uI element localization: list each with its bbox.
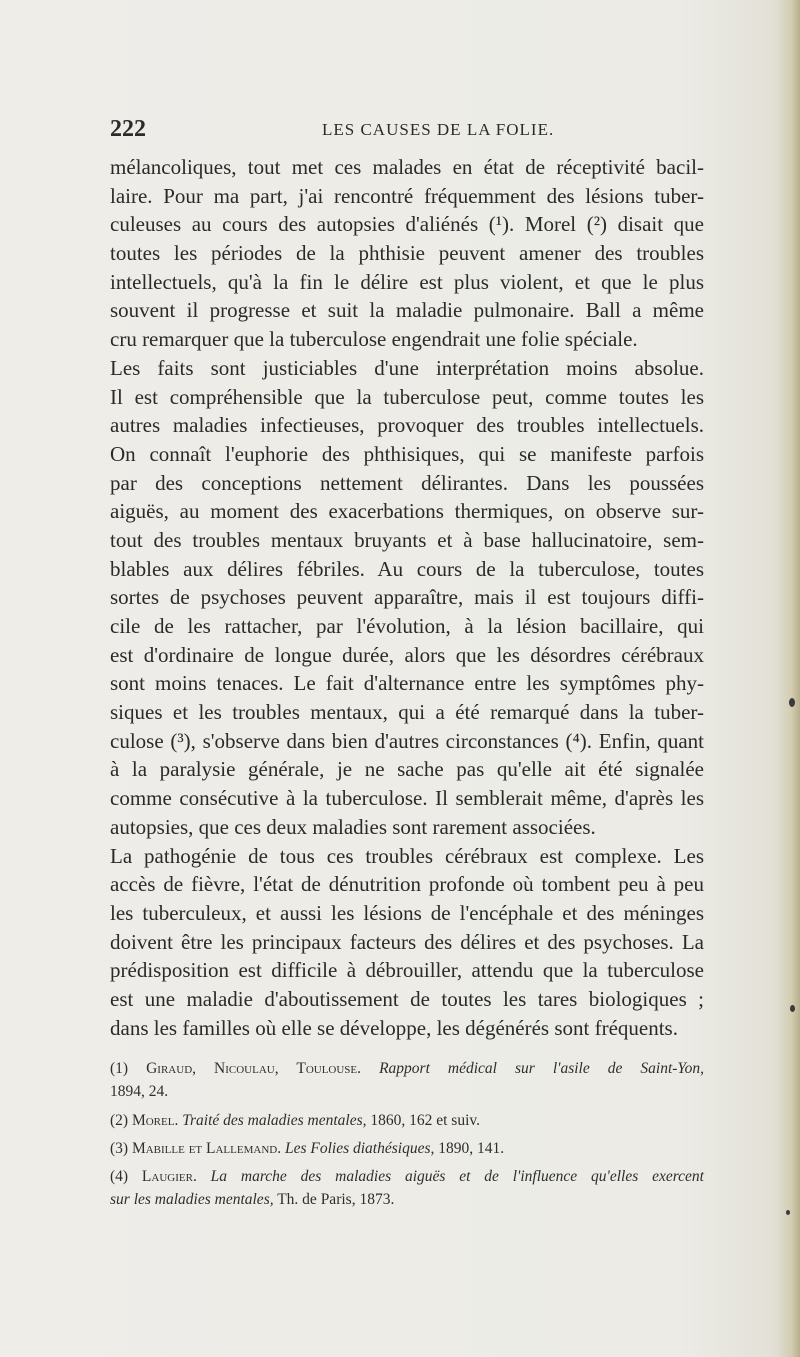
text-line: les tuberculeux, et aussi les lésions de l'encéphale et des méninges [110, 900, 704, 925]
text-line: Les faits sont justiciables d'une interprétation moins absolue. [110, 355, 704, 380]
footnote-details: 1860, 162 et suiv. [370, 1111, 481, 1129]
footnote-authors: Mabille et Lallemand. [131, 1139, 282, 1157]
text-line: siques et les troubles mentaux, qui a été remarqué dans la tuber- [110, 700, 704, 725]
text-line: La pathogénie de tous ces troubles cérébraux est complexe. Les [110, 843, 704, 868]
text-line: On connaît l'euphorie des phthisiques, qui se manifeste parfois [110, 441, 704, 466]
text-line: culose (³), s'observe dans bien d'autres circonstances (⁴). Enfin, quant [110, 728, 704, 753]
footnote-marker: (2) [110, 1111, 129, 1129]
footnote-details: 1890, 141. [438, 1139, 505, 1157]
ink-speck [789, 698, 795, 707]
text-line: aiguës, au moment des exacerbations thermiques, on observe sur- [110, 499, 704, 524]
footnote-marker: (3) [110, 1139, 129, 1157]
text-line: cru remarquer que la tuberculose engendrait une folie spéciale. [110, 327, 638, 352]
running-title: LES CAUSES DE LA FOLIE. [322, 120, 555, 139]
text-line: culeuses au cours des autopsies d'aliénés (¹). Morel (²) disait que [110, 212, 704, 237]
footnote-details: Th. de Paris, 1873. [277, 1191, 395, 1209]
text-line: est une maladie d'aboutissement de toutes les tares biologiques ; [110, 986, 704, 1011]
page-edge-discoloration [778, 0, 800, 1357]
footnote-title: Les Folies diathésiques, [284, 1139, 435, 1157]
text-line: prédisposition est difficile à débrouiller, attendu que la tuberculose [110, 958, 704, 983]
text-line: autres maladies infectieuses, provoquer des troubles intellectuels. [110, 413, 704, 438]
footnote-title: Rapport médical sur l'asile de Saint-Yon, [379, 1060, 705, 1077]
text-line: sortes de psychoses peuvent apparaître, mais il est toujours diffi- [110, 585, 704, 610]
text-line: laire. Pour ma part, j'ai rencontré fréquemment des lésions tuber- [110, 183, 704, 208]
text-line: autopsies, que ces deux maladies sont rarement associées. [110, 814, 596, 839]
footnote-title: La marche des maladies aiguës et de l'influence qu'elles exercent [210, 1168, 704, 1186]
text-line: souvent il progresse et suit la maladie pulmonaire. Ball a même [110, 298, 704, 323]
footnote-title: Traité des maladies mentales, [182, 1111, 367, 1129]
footnote-details: 1894, 24. [110, 1083, 169, 1101]
text-line: dans les familles où elle se développe, les dégénérés sont fréquents. [110, 1015, 678, 1040]
text-line: intellectuels, qu'à la fin le délire est plus violent, et que le plus [110, 269, 704, 294]
text-line: blables aux délires fébriles. Au cours de la tuberculose, toutes [110, 556, 704, 581]
footnote-authors: Giraud, Nicoulau, Toulouse. [146, 1060, 362, 1077]
footnote-4 [110, 1165, 704, 1188]
running-header [110, 115, 710, 143]
footnote-marker: (4) [110, 1168, 129, 1186]
text-line: par des conceptions nettement délirantes. Dans les poussées [110, 470, 704, 495]
text-line: doivent être les principaux facteurs des délires et des psychoses. La [110, 929, 704, 954]
text-line: Il est compréhensible que la tuberculose peut, comme toutes les [110, 384, 704, 409]
body-text [110, 153, 704, 1042]
footnote-authors: Morel. [131, 1111, 179, 1129]
footnote-3 [110, 1137, 704, 1160]
text-line: cile de les rattacher, par l'évolution, à la lésion bacillaire, qui [110, 614, 704, 638]
text-line: comme consécutive à la tuberculose. Il semblerait même, d'après les [110, 786, 704, 811]
footnote-authors: Laugier. [141, 1168, 197, 1186]
footnote-1-continued [110, 1080, 704, 1103]
footnote-marker: (1) [110, 1060, 129, 1077]
ink-speck [790, 1005, 795, 1012]
page-number: 222 [110, 116, 146, 142]
footnote-title-continued: sur les maladies mentales, [110, 1191, 274, 1209]
text-line: mélancoliques, tout met ces malades en état de réceptivité bacil- [110, 155, 704, 179]
text-line: accès de fièvre, l'état de dénutrition profonde où tombent peu à peu [110, 872, 704, 897]
ink-speck [786, 1210, 790, 1215]
text-line: sont moins tenaces. Le fait d'alternance entre les symptômes phy- [110, 671, 704, 696]
text-line: tout des troubles mentaux bruyants et à base hallucinatoire, sem- [110, 527, 704, 552]
text-line: toutes les périodes de la phthisie peuvent amener des troubles [110, 241, 704, 266]
text-line: est d'ordinaire de longue durée, alors que les désordres cérébraux [110, 642, 704, 667]
text-line: à la paralysie générale, je ne sache pas qu'elle ait été signalée [110, 757, 704, 782]
footnotes [110, 1057, 704, 1212]
footnote-4-continued [110, 1188, 704, 1211]
footnote-2 [110, 1109, 704, 1132]
footnote-1 [110, 1057, 704, 1080]
